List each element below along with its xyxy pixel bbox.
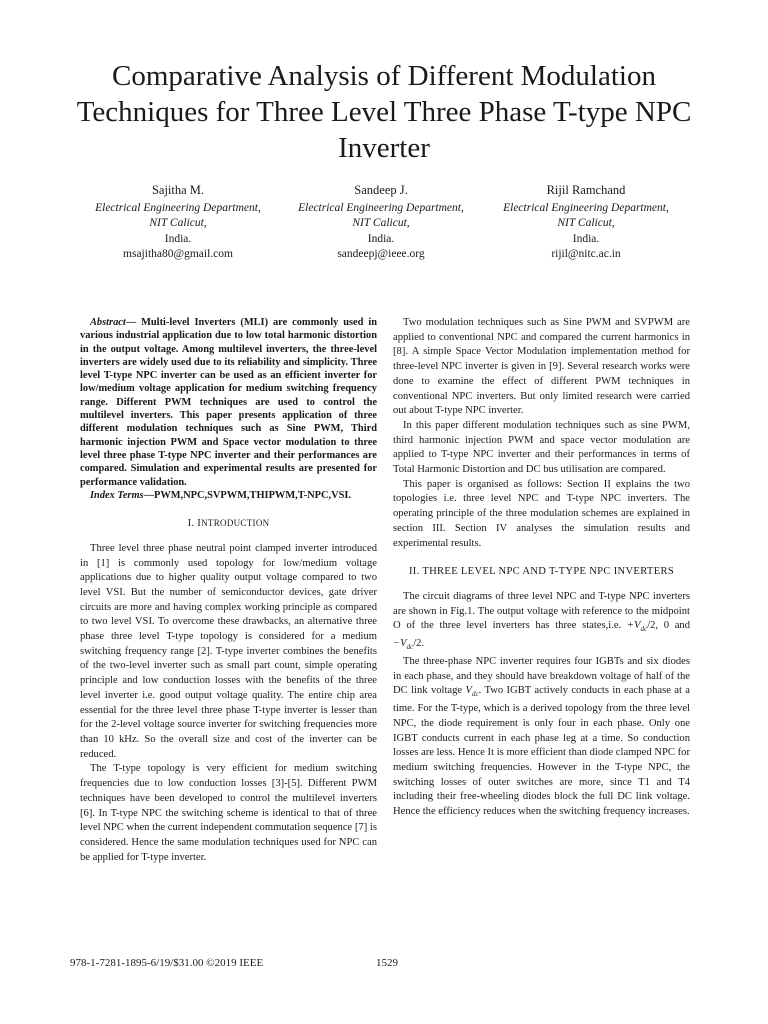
abstract-text: — Multi-level Inverters (MLI) are commonly used in various industrial application due to low total harmonic distortion in the output voltage. Among multilevel inverters, the three-level inverters are widely used due to its reliability and simplicity. Three level T-type NPC inverter can be used as an efficient inverter for low/medium voltage application for medium switching frequency range. Different PWM techniques are used to control the multilevel inverters. This paper presents application of three different modulation techniques such as Sine PWM, Third harmonic injection PWM and Space vector modulation to three level three phase T-type NPC inverter and their performances are compared. Simulation and experimental results are presented for performance validation. — [80, 317, 377, 488]
author-dept: Electrical Engineering Department, — [503, 201, 669, 214]
author-inst: NIT Calicut, — [352, 217, 410, 229]
author-country: India. — [164, 232, 192, 245]
index-terms — [80, 489, 377, 502]
intro-paragraph-5: This paper is organised as follows: Section II explains the two topologies i.e. three level NPC and T-type NPC inverters. The operating principle of the three modulation schemes are explained in section III. Section IV analyses the simulation results and experimental results. — [393, 478, 690, 549]
author-email[interactable]: msajitha80@gmail.com — [123, 248, 233, 260]
author-dept: Electrical Engineering Department, — [298, 201, 464, 214]
section-heading-introduction: I. INTRODUCTION — [187, 518, 270, 530]
author-inst: NIT Calicut, — [557, 217, 615, 229]
author-inst: NIT Calicut, — [149, 217, 207, 229]
intro-paragraph-3: Two modulation techniques such as Sine PWM and SVPWM are applied to conventional NPC and compared the current harmonics in [8]. A simple Space Vector Modulation implementation method for three-level NPC inverter is given in [9]. Several research works were done to examine the effect of different PWM techniques in conventional NPC inverters. But only limited research were carried out about T-type NPC inverter. — [393, 317, 690, 417]
author-block-1 — [78, 183, 278, 263]
index-terms-label: Index Terms — [90, 489, 144, 501]
topology-paragraph-1: The circuit diagrams of three level NPC and T-type NPC inverters are shown in Fig.1. The output voltage with reference to the midpoint O of the three level inverters has three states,i.e. $+V_{dc}/2$, 0 and $-V_{dc}/2$. — [393, 590, 691, 652]
author-block-3 — [486, 183, 686, 263]
author-country: India. — [367, 232, 395, 245]
abstract-label: Abstract — [90, 317, 126, 328]
page-number: 1529 — [376, 957, 398, 969]
author-email[interactable]: sandeepj@ieee.org — [337, 248, 425, 260]
copyright-footer: 978-1-7281-1895-6/19/$31.00 ©2019 IEEE — [70, 957, 264, 969]
intro-paragraph-2: The T-type topology is very efficient for medium switching frequencies due to low conduction losses [3]-[5]. Different PWM techniques have been developed to control the multilevel inverters [6]. In T-type NPC the switching scheme is identical to that of three level NPC when the current independent commutation sequence [7] is considered. Hence the same modulation techniques used for NPC can be applied for T-type inverter. — [80, 763, 377, 863]
abstract — [80, 316, 377, 489]
author-email[interactable]: rijil@nitc.ac.in — [551, 248, 621, 260]
right-column — [393, 316, 690, 820]
author-name: Rijil Ramchand — [546, 183, 626, 197]
left-column — [80, 316, 377, 865]
author-name: Sajitha M. — [151, 183, 205, 197]
section-heading-topologies: II. THREE LEVEL NPC AND T-TYPE NPC INVERTERS — [408, 566, 675, 578]
topology-paragraph-2: The three-phase NPC inverter requires four IGBTs and six diodes in each phase, and they should have breakdown voltage of half of the DC link voltage $V_{dc}$. Two IGBT actively conducts in each phase at a time. For the T-type, which is a derived topology from the three level NPC, the diode requirement is only four in each phase. Only one IGBT conducts current in each phase leg at a time. So conduction losses are less. Hence It is more efficient than diode clamped NPC for medium switching frequencies. However in the T-type NPC, the switching losses of outer switches are more, since T1 and T4 including their free-wheeling diodes block the full DC link voltage. Hence the efficiency reduces when the switching frequency increases. — [393, 655, 691, 818]
index-terms-text: —PWM,NPC,SVPWM,THIPWM,T-NPC,VSI. — [143, 489, 352, 501]
author-name: Sandeep J. — [354, 183, 408, 197]
author-country: India. — [572, 232, 600, 245]
intro-paragraph-1: Three level three phase neutral point clamped inverter introduced in [1] is commonly used topology for low/medium voltage applications due to higher quality output voltage compared to two level VSI. But the number of semiconductor devices, gate driver circuits are more and having complex working principle as compared to two level VSI. To overcome these drawbacks, an alternative three phase three level T-type topology is considered for a medium switching frequency range [2]. T-type inverter combines the benefits of the two-level inverter such as small part count, simple operating principle and low conduction losses with the benefits of the three level inverter i.e. good output voltage quality. The entire chip area essential for the three level three phase T-type inverter is lesser than for the 2-level voltage source inverter for switching frequencies more than 10 kHz. So the overall size and cost of the inverter can be reduced. — [80, 542, 377, 760]
author-block-2 — [281, 183, 481, 263]
intro-paragraph-4: In this paper different modulation techniques such as sine PWM, third harmonic injection PWM and space vector modulation are applied to T-type NPC inverter and their performances in terms of Total Harmonic Distortion and DC bus utilisation are compared. — [393, 419, 690, 476]
paper-title: Comparative Analysis of Different Modulation Techniques for Three Level Three Phase T-type NPC Inverter — [76, 60, 692, 164]
author-dept: Electrical Engineering Department, — [95, 201, 261, 214]
